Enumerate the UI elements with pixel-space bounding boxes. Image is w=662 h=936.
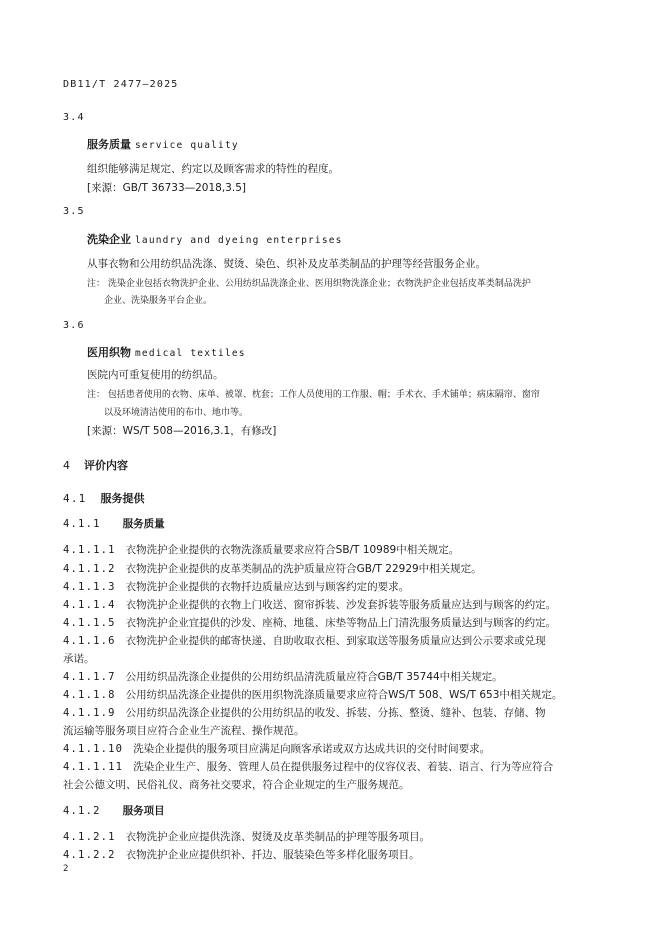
item-text: 衣物洗护企业宜提供的沙发、座椅、地毯、床垫等物品上门清洗服务质量达到与顾客的约定。 [125,617,557,629]
term-cn: 服务质量 [87,138,131,151]
term-definition: 从事衣物和公用纺织品洗涤、熨烫、染色、织补及皮革类制品的护理等经营服务企业。 [87,258,486,270]
term-definition: 组织能够满足规定、约定以及顾客需求的特性的程度。 [87,163,339,175]
term-source: [来源：WS/T 508—2016,3.1，有修改] [87,425,277,437]
item-number: 4.1.1.5 [63,617,116,629]
subsection-heading [63,803,165,818]
item-number: 4.1.2.1 [63,831,116,843]
section-title: 服务提供 [100,492,145,505]
list-item-cont: 承诺。 [63,653,95,665]
list-item [63,561,482,576]
list-item [63,633,546,648]
term-source: [来源：GB/T 36733—2018,3.5] [87,182,246,194]
term-note-cont: 企业、洗染服务平台企业。 [104,296,213,306]
item-text: 公用纺织品洗涤企业提供的公用纺织品的收发、拆装、分拣、整烫、缝补、包装、存储、物 [125,707,546,719]
chapter-heading [63,457,128,473]
item-text: 衣物洗护企业提供的衣物洗涤质量要求应符合SB/T 10989中相关规定。 [125,544,460,556]
term-title [87,231,343,247]
item-text: 衣物洗护企业应提供洗涤、熨烫及皮革类制品的护理等服务项目。 [125,831,431,843]
list-item-cont: 流运输等服务项目应符合企业生产流程、操作规范。 [63,725,305,737]
clause-number: 3.5 [63,206,85,217]
list-item [63,741,490,756]
section-heading [63,490,144,506]
list-item [63,542,459,557]
list-item [63,705,546,720]
term-note: 注： 包括患者使用的衣物、床单、被罩、枕套；工作人员使用的工作服、帽；手术衣、手术铺单；病床隔帘、窗帘 [87,390,540,400]
chapter-title: 评价内容 [84,459,128,472]
list-item [63,597,556,612]
item-text: 衣物洗护企业提供的邮寄快递、自助收取衣柜、到家取送等服务质量应达到公示要求或兑现 [125,635,546,647]
term-note-cont: 以及环境清洁使用的布巾、地巾等。 [104,408,249,418]
term-en: service quality [135,140,239,151]
list-item [63,829,430,844]
item-number: 4.1.1.3 [63,581,116,593]
term-cn: 洗染企业 [87,233,131,246]
page-number: 2 [63,864,70,874]
item-number: 4.1.1.1 [63,544,116,556]
item-text: 公用纺织品洗涤企业提供的医用织物洗涤质量要求应符合WS/T 508、WS/T 653中相关规定。 [125,689,563,701]
list-item [63,615,556,630]
item-number: 4.1.1.10 [63,743,124,755]
item-number: 4.1.1.7 [63,671,116,683]
term-note: 注： 洗染企业包括衣物洗护企业、公用纺织品洗涤企业、医用织物洗涤企业；衣物洗护企业包括皮革类制品洗护 [87,279,531,289]
item-text: 公用纺织品洗涤企业提供的公用纺织品清洗质量应符合GB/T 35744中相关规定。 [125,671,503,683]
item-number: 4.1.1.4 [63,599,116,611]
subsection-heading [63,516,165,531]
clause-number: 3.6 [63,320,85,331]
item-number: 4.1.1.11 [63,761,124,773]
item-number: 4.1.1.8 [63,689,116,701]
standard-code: DB11/T 2477—2025 [63,79,179,90]
subsection-title: 服务质量 [122,518,165,530]
item-number: 4.1.2.2 [63,849,116,861]
item-text: 衣物洗护企业提供的皮革类制品的洗护质量应符合GB/T 22929中相关规定。 [125,563,482,575]
term-definition: 医院内可重复使用的纺织品。 [87,369,224,381]
item-number: 4.1.1.9 [63,707,116,719]
term-en: medical textiles [135,348,246,359]
term-cn: 医用织物 [87,346,131,359]
term-title [87,344,246,360]
chapter-number: 4 [63,459,70,472]
clause-number: 3.4 [63,112,85,123]
subsection-number: 4.1.1 [63,518,101,530]
list-item-cont: 社会公德文明、民俗礼仪、商务社交要求，符合企业规定的生产服务规范。 [63,779,410,791]
subsection-number: 4.1.2 [63,805,101,817]
list-item [63,669,503,684]
item-text: 衣物洗护企业提供的衣物上门收送、窗帘拆装、沙发套拆装等服务质量应达到与顾客的约定。 [125,599,557,611]
item-text: 衣物洗护企业应提供织补、扦边、服装染色等多样化服务项目。 [125,849,420,861]
item-number: 4.1.1.2 [63,563,116,575]
term-en: laundry and dyeing enterprises [135,235,343,246]
list-item [63,759,553,774]
list-item [63,847,420,862]
item-text: 衣物洗护企业提供的衣物扦边质量应达到与顾客约定的要求。 [125,581,410,593]
term-title [87,136,239,152]
list-item [63,579,409,594]
item-text: 洗染企业提供的服务项目应满足向顾客承诺或双方达成共识的交付时间要求。 [133,743,491,755]
section-number: 4.1 [63,492,87,505]
item-number: 4.1.1.6 [63,635,116,647]
item-text: 洗染企业生产、服务、管理人员在提供服务过程中的仪容仪表、着装、语言、行为等应符合 [133,761,554,773]
list-item [63,687,562,702]
subsection-title: 服务项目 [122,805,165,817]
